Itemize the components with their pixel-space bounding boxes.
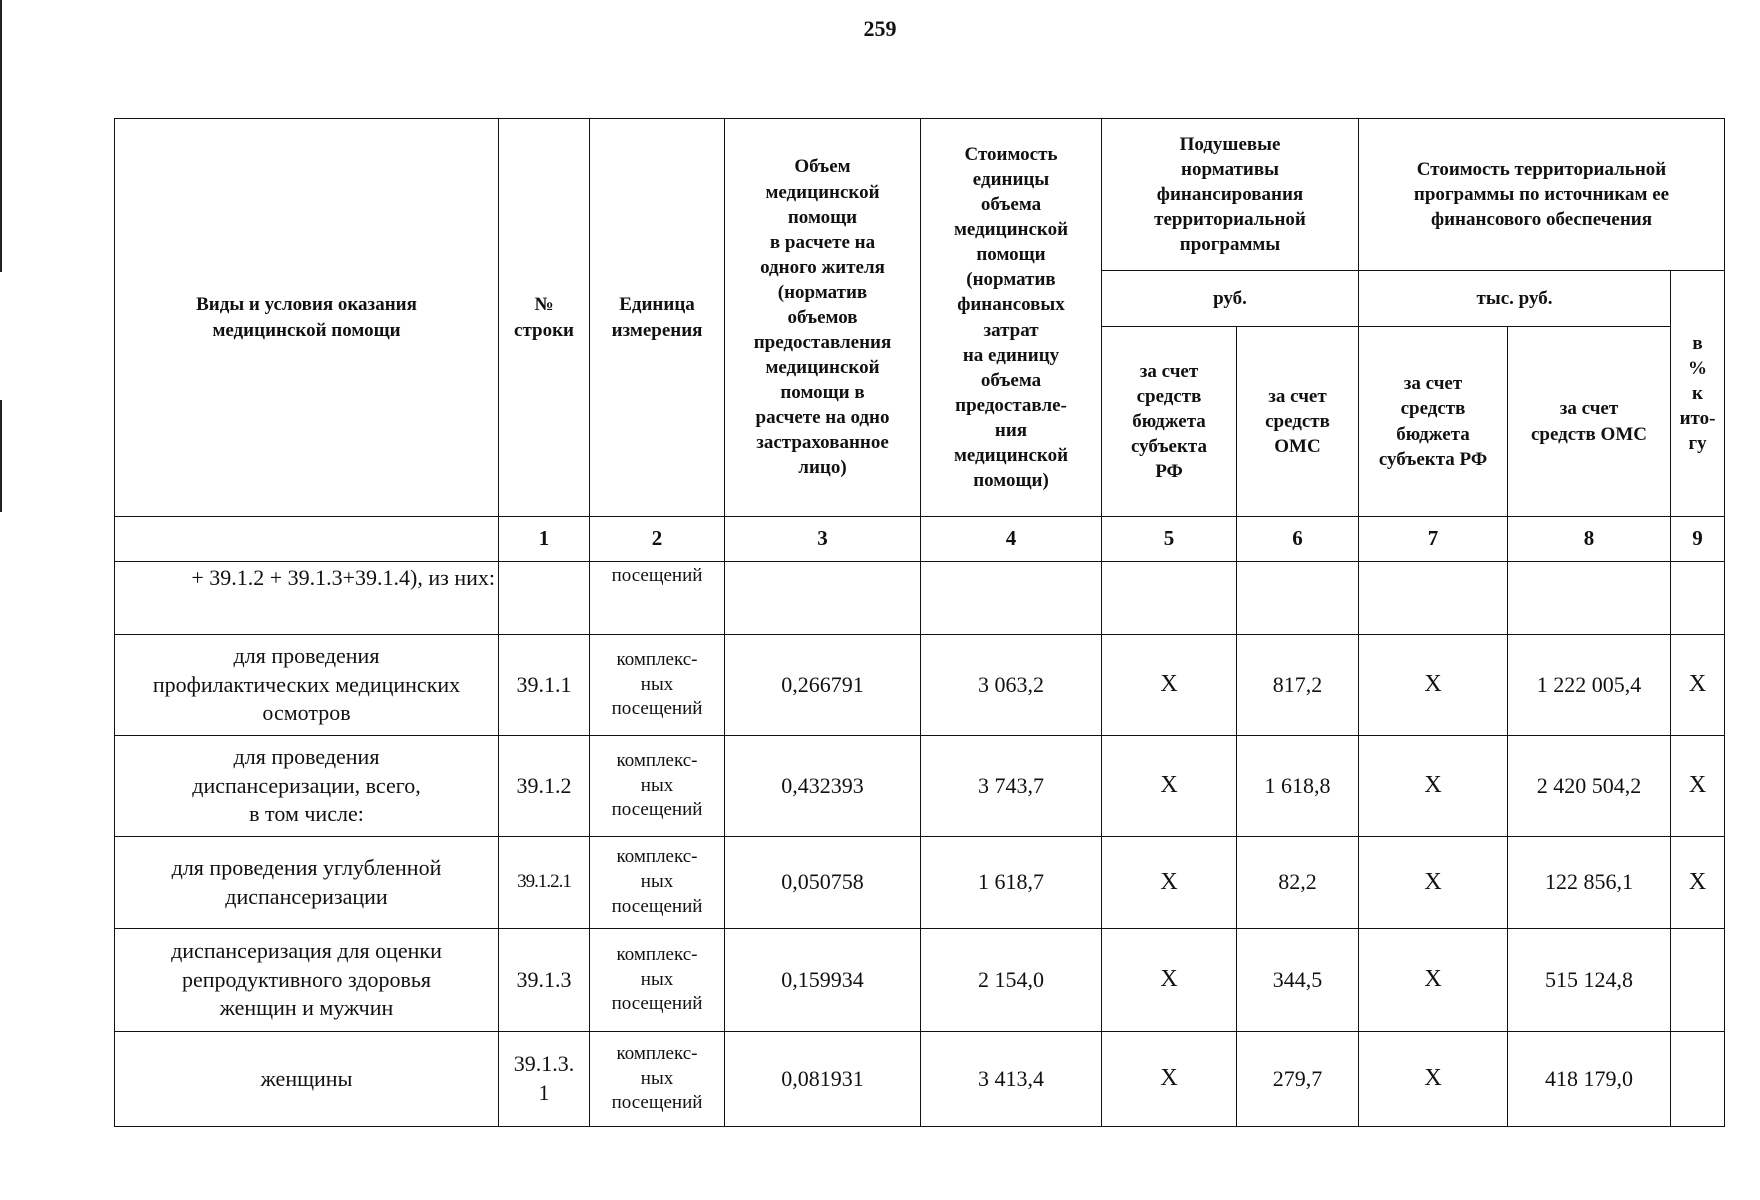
header-row-number: № строки xyxy=(499,119,590,517)
cell-budget-thous: X xyxy=(1359,635,1508,736)
cell-oms-rub: 82,2 xyxy=(1237,837,1359,929)
cell-volume: 0,050758 xyxy=(725,837,921,929)
column-number: 1 xyxy=(499,517,590,562)
cell-oms-rub: 817,2 xyxy=(1237,635,1359,736)
header-rub: руб. xyxy=(1102,271,1359,327)
cell-oms-thous: 1 222 005,4 xyxy=(1508,635,1671,736)
cell-oms-rub: 1 618,8 xyxy=(1237,736,1359,837)
cell-budget-thous: X xyxy=(1359,837,1508,929)
cell-unit-cost: 3 413,4 xyxy=(921,1032,1102,1127)
column-number xyxy=(115,517,499,562)
cell-percent xyxy=(1671,929,1725,1032)
cell-kind: для проведения углубленной диспансеризации xyxy=(115,837,499,929)
cell-row-number xyxy=(499,562,590,635)
cell-unit: комплекс- ных посещений xyxy=(590,837,725,929)
cell-budget-thous xyxy=(1359,562,1508,635)
table-row xyxy=(115,635,1725,736)
column-number: 9 xyxy=(1671,517,1725,562)
cell-row-number: 39.1.2.1 xyxy=(499,837,590,929)
cell-oms-thous: 515 124,8 xyxy=(1508,929,1671,1032)
scan-edge-mark xyxy=(0,400,2,512)
cell-oms-thous xyxy=(1508,562,1671,635)
cell-unit: комплекс- ных посещений xyxy=(590,736,725,837)
cell-row-number: 39.1.3. 1 xyxy=(499,1032,590,1127)
column-number: 8 xyxy=(1508,517,1671,562)
column-number: 2 xyxy=(590,517,725,562)
cell-unit-cost: 3 063,2 xyxy=(921,635,1102,736)
cell-oms-rub xyxy=(1237,562,1359,635)
cell-percent: X xyxy=(1671,837,1725,929)
financing-table xyxy=(114,118,1725,1127)
header-unit-cost: Стоимость единицы объема медицинской помощи (норматив финансовых затрат на единицу объема предоставле- ния медицинской помощи) xyxy=(921,119,1102,517)
header-oms-thous: за счет средств ОМС xyxy=(1508,327,1671,517)
cell-row-number: 39.1.2 xyxy=(499,736,590,837)
cell-oms-thous: 2 420 504,2 xyxy=(1508,736,1671,837)
cell-kind: женщины xyxy=(115,1032,499,1127)
cell-percent: X xyxy=(1671,736,1725,837)
cell-row-number: 39.1.3 xyxy=(499,929,590,1032)
header-percent: в % к ито- гу xyxy=(1671,271,1725,517)
cell-budget-rub xyxy=(1102,562,1237,635)
cell-percent: X xyxy=(1671,635,1725,736)
cell-budget-thous: X xyxy=(1359,736,1508,837)
table-row xyxy=(115,929,1725,1032)
column-number: 7 xyxy=(1359,517,1508,562)
cell-unit-cost: 3 743,7 xyxy=(921,736,1102,837)
cell-volume: 0,432393 xyxy=(725,736,921,837)
cell-unit-cost xyxy=(921,562,1102,635)
cell-budget-thous: X xyxy=(1359,1032,1508,1127)
table-row xyxy=(115,736,1725,837)
cell-oms-thous: 122 856,1 xyxy=(1508,837,1671,929)
cell-budget-rub: X xyxy=(1102,837,1237,929)
cell-unit: посещений xyxy=(590,562,725,635)
cell-percent xyxy=(1671,562,1725,635)
table-row xyxy=(115,1032,1725,1127)
column-number: 4 xyxy=(921,517,1102,562)
cell-row-number: 39.1.1 xyxy=(499,635,590,736)
header-budget-rub: за счет средств бюджета субъекта РФ xyxy=(1102,327,1237,517)
header-budget-thous: за счет средств бюджета субъекта РФ xyxy=(1359,327,1508,517)
column-number: 5 xyxy=(1102,517,1237,562)
cell-kind: + 39.1.2 + 39.1.3+39.1.4), из них: xyxy=(115,562,499,635)
cell-kind: для проведения диспансеризации, всего, в том числе: xyxy=(115,736,499,837)
column-number: 3 xyxy=(725,517,921,562)
cell-unit: комплекс- ных посещений xyxy=(590,635,725,736)
cell-volume xyxy=(725,562,921,635)
header-kind: Виды и условия оказания медицинской помощи xyxy=(115,119,499,517)
cell-unit: комплекс- ных посещений xyxy=(590,929,725,1032)
header-per-capita-group: Подушевые нормативы финансирования территориальной программы xyxy=(1102,119,1359,271)
cell-budget-rub: X xyxy=(1102,1032,1237,1127)
cell-budget-thous: X xyxy=(1359,929,1508,1032)
cell-oms-thous: 418 179,0 xyxy=(1508,1032,1671,1127)
header-unit: Единица измерения xyxy=(590,119,725,517)
cell-percent xyxy=(1671,1032,1725,1127)
cell-oms-rub: 344,5 xyxy=(1237,929,1359,1032)
cell-kind: диспансеризация для оценки репродуктивного здоровья женщин и мужчин xyxy=(115,929,499,1032)
header-oms-rub: за счет средств ОМС xyxy=(1237,327,1359,517)
table-row xyxy=(115,562,1725,635)
cell-budget-rub: X xyxy=(1102,929,1237,1032)
page-number: 259 xyxy=(863,16,897,41)
header-volume: Объем медицинской помощи в расчете на одного жителя (норматив объемов предоставления медицинской помощи в расчете на одно застрахованное лицо) xyxy=(725,119,921,517)
cell-unit-cost: 1 618,7 xyxy=(921,837,1102,929)
cell-budget-rub: X xyxy=(1102,635,1237,736)
cell-unit: комплекс- ных посещений xyxy=(590,1032,725,1127)
cell-oms-rub: 279,7 xyxy=(1237,1032,1359,1127)
header-thous-rub: тыс. руб. xyxy=(1359,271,1671,327)
cell-unit-cost: 2 154,0 xyxy=(921,929,1102,1032)
column-number: 6 xyxy=(1237,517,1359,562)
cell-volume: 0,081931 xyxy=(725,1032,921,1127)
cell-kind: для проведения профилактических медицинских осмотров xyxy=(115,635,499,736)
table-row xyxy=(115,837,1725,929)
cell-volume: 0,159934 xyxy=(725,929,921,1032)
cell-volume: 0,266791 xyxy=(725,635,921,736)
cell-budget-rub: X xyxy=(1102,736,1237,837)
header-program-cost-group: Стоимость территориальной программы по источникам ее финансового обеспечения xyxy=(1359,119,1725,271)
